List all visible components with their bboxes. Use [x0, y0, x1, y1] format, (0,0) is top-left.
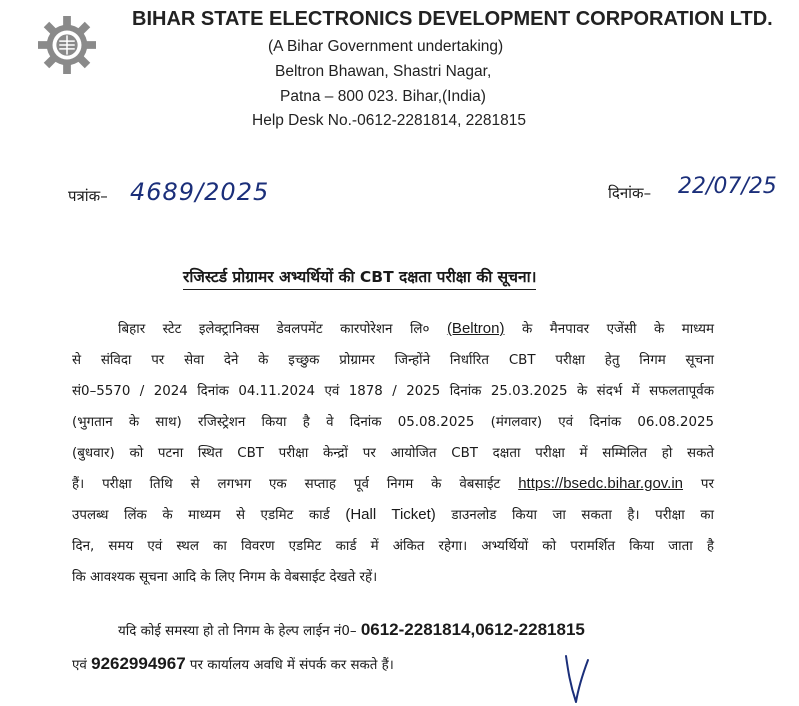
notice-subject: रजिस्टर्ड प्रोग्रामर अभ्यर्थियों की CBT दक्षता परीक्षा की सूचना।: [183, 265, 536, 290]
letterhead-line-undertaking: (A Bihar Government undertaking): [268, 38, 504, 55]
paragraph-line: सं0–5570 / 2024 दिनांक 04.11.2024 एवं 1878 / 2025 दिनांक 25.03.2025 के संदर्भ में सफलतापूर्वक: [72, 384, 714, 399]
letterhead-line-address: Beltron Bhawan, Shastri Nagar,: [275, 63, 492, 80]
text-span: एवं: [72, 658, 92, 673]
text-span: डाउनलोड किया जा सकता है। परीक्षा का: [435, 508, 715, 523]
beltron-text: (Beltron): [446, 320, 505, 337]
paragraph-line: [72, 505, 714, 523]
text-span: के मैनपावर एजेंसी के माध्यम: [504, 322, 714, 337]
text-span: बिहार स्टेट इलेक्ट्रानिक्स डेवलपमेंट कारपोरेशन लि०: [118, 322, 447, 337]
beltron-gear-logo-icon: [38, 16, 96, 74]
paragraph-line: से संविदा पर सेवा देने के इच्छुक प्रोग्रामर जिन्होंने निर्धारित CBT परीक्षा हेतु निगम सूचना: [72, 353, 714, 368]
text-span: उपलब्ध लिंक के माध्यम से एडमिट कार्ड: [72, 508, 346, 523]
hall-ticket-text: (Hall Ticket): [345, 506, 436, 523]
reference-label: पत्रांक–: [68, 187, 108, 205]
letterhead-line-helpdesk: Help Desk No.-0612-2281814, 2281815: [252, 112, 527, 129]
paragraph-line: (भुगतान के साथ) रजिस्ट्रेशन किया है वे दिनांक 05.08.2025 (मंगलवार) एवं दिनांक 06.08.2025: [72, 415, 714, 430]
paragraph-line: दिन, समय एवं स्थल का विवरण एडमिट कार्ड में अंकित रहेगा। अभ्यर्थियों को परामर्शित किया जाता है: [72, 539, 714, 554]
reference-number: 4689/2025: [130, 178, 270, 206]
handwritten-signature: [558, 650, 598, 706]
paragraph-line: (बुधवार) को पटना स्थित CBT परीक्षा केन्द्रों पर आयोजित CBT दक्षता परीक्षा में सम्मिलित हो सकते: [72, 446, 714, 461]
organization-name: BIHAR STATE ELECTRONICS DEVELOPMENT CORPORATION LTD.: [132, 8, 773, 30]
helpline-numbers: 0612-2281814,0612-2281815: [360, 620, 585, 639]
date-label: दिनांक–: [608, 184, 652, 202]
text-span: यदि कोई समस्या हो तो निगम के हेल्प लाईन नं0–: [118, 624, 361, 639]
text-span: पर: [683, 477, 714, 492]
text-span: हैं। परीक्षा तिथि से लगभग एक सप्ताह पूर्व निगम के वेबसाईट: [72, 477, 519, 492]
mobile-number: 9262994967: [91, 654, 186, 673]
paragraph-line: [72, 474, 714, 492]
paragraph-line: [118, 620, 585, 640]
website-link[interactable]: https://bsedc.bihar.gov.in: [518, 475, 684, 492]
paragraph-line: [118, 319, 714, 337]
text-span: पर कार्यालय अवधि में संपर्क कर सकते हैं।: [185, 658, 394, 673]
paragraph-line: कि आवश्यक सूचना आदि के लिए निगम के वेबसाईट देखते रहें।: [72, 570, 378, 585]
paragraph-line: [72, 654, 394, 674]
letterhead-line-city: Patna – 800 023. Bihar,(India): [280, 88, 486, 105]
date-value: 22/07/25: [678, 174, 777, 199]
